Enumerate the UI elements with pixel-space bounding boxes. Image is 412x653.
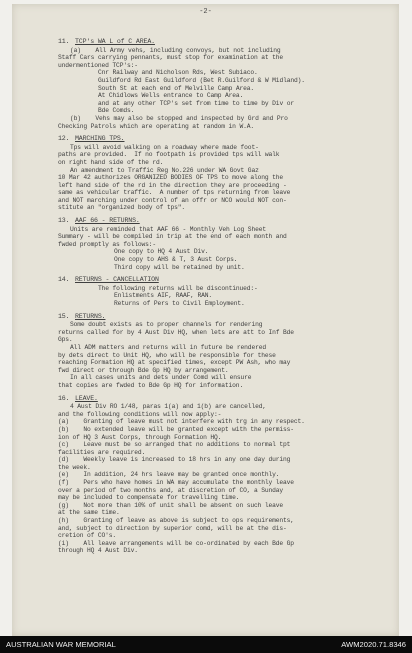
text-line: Checking Patrols which are operating at random in W.A. [58, 122, 254, 130]
text-line: (g) Not more than 10% of unit shall be absent on such leave [58, 501, 283, 509]
text-line: over a period of two months and, at discretion of CO, a Sunday [58, 486, 283, 494]
text-line: 4 Aust Div RO 1/48, paras 1(a) and 1(b) are cancelled, [70, 403, 266, 411]
text-line: through HQ 4 Aust Div. [58, 547, 138, 555]
accession-number: AWM2020.71.8346 [341, 640, 406, 649]
text-line: undermentioned TCP's:- [58, 61, 138, 69]
text-line: on right hand side of the rd. [58, 158, 164, 166]
text-line: by dets direct to Unit HQ, who will be responsible for these [58, 351, 276, 359]
section-number: 15. [58, 312, 70, 320]
text-line: The following returns will be discontinued:- [98, 284, 258, 292]
text-line: Cnr Railway and Nicholson Rds, West Subiaco. [98, 69, 258, 77]
text-line: ion of HQ 3 Aust Corps, through Formation HQ. [58, 433, 222, 441]
text-line: stitute an "organized body of tps". [58, 204, 186, 212]
text-line: Some doubt exists as to proper channels for rendering [70, 321, 263, 329]
text-line: fwded promptly as follows:- [58, 240, 156, 248]
text-line: (b) No extended leave will be granted except with the permiss- [58, 425, 294, 433]
section-heading [58, 395, 383, 403]
text-line: and, subject to direction by superior comd, will be at the dis- [58, 524, 287, 532]
text-line: An amendment to Traffic Reg No.226 under WA Govt Gaz [70, 166, 259, 174]
section-number: 16. [58, 394, 70, 402]
text-line: One copy to HQ 4 Aust Div. [114, 248, 209, 256]
text-line: All ADM matters and returns will in future be rendered [70, 343, 266, 351]
section-title: TCP's WA L of C AREA. [75, 38, 155, 45]
page-number: -2- [199, 8, 212, 16]
text-line: (d) Weekly leave is increased to 18 hrs in any one day during [58, 456, 291, 464]
text-line: returns called for by 4 Aust Div HQ, when lets are att to Inf Bde [58, 328, 294, 336]
text-line: Guildford Rd East Guildford (Bet R.Guilford & W Midland). [98, 76, 305, 84]
section-title: RETURNS - CANCELLATION [75, 276, 159, 284]
text-line: fwd direct or through Bde Gp HQ by arrangement. [58, 366, 229, 374]
text-line: Gps. [58, 336, 73, 344]
section-number: 11. [58, 38, 70, 45]
section-number: 14. [58, 276, 70, 284]
section-6 [58, 395, 383, 555]
section-number: 13. [58, 217, 70, 225]
text-line: reaching Formation HQ at specified times, except PW Ash, who may [58, 359, 291, 367]
archive-footer [0, 636, 412, 653]
section-heading [58, 135, 383, 143]
section-number: 12. [58, 135, 70, 143]
section-title: AAF 66 - RETURNS. [75, 217, 140, 225]
text-line: At Chidlows Wells entrance to Camp Area. [98, 92, 244, 100]
text-line: the week. [58, 463, 91, 471]
text-line: Bde Comds. [98, 107, 135, 115]
text-line: Staff Cars carrying pennants, must stop for examination at the [58, 54, 283, 62]
text-line: (a) Granting of leave must not interfere with trg in any respect. [58, 418, 305, 426]
section-4 [58, 276, 383, 307]
text-line: (c) Leave must be so arranged that no additions to normal tpt [58, 441, 291, 449]
text-line: facilities are required. [58, 448, 146, 456]
text-line: Summary - will be compiled in trip at the end of each month and [58, 233, 287, 241]
text-line: left hand side of the rd in the direction they are proceeding - [58, 181, 287, 189]
text-line: (a) All Army vehs, including convoys, but not including [70, 46, 281, 54]
section-heading [58, 276, 383, 284]
section-2 [58, 135, 383, 212]
section-title: RETURNS. [75, 312, 106, 320]
section-1 [58, 38, 383, 130]
section-heading [58, 313, 383, 321]
text-line: (e) In addition, 24 hrs leave may be granted once monthly. [58, 471, 280, 479]
text-line: and at any other TCP's set from time to time by Div or [98, 99, 294, 107]
section-title: LEAVE. [75, 394, 98, 402]
text-line: and the following conditions will now apply:- [58, 410, 222, 418]
text-line: may be included to compensate for travelling time. [58, 494, 240, 502]
text-line: (f) Pers who have homes in WA may accumulate the monthly leave [58, 479, 294, 487]
section-3 [58, 217, 383, 271]
document-body [58, 38, 383, 560]
text-line: (b) Vehs may also be stopped and inspected by Grd and Pro [70, 114, 288, 122]
institution-label: AUSTRALIAN WAR MEMORIAL [6, 640, 116, 649]
text-line: same as vehicular traffic. A number of tps returning from leave [58, 189, 291, 197]
text-line: One copy to AHS & T, 3 Aust Corps. [114, 256, 238, 264]
section-5 [58, 313, 383, 390]
text-line: Enlistments AIF, RAAF, RAN. [114, 292, 212, 300]
document-page [12, 4, 399, 636]
text-line: Returns of Pers to Civil Employment. [114, 300, 245, 307]
text-line: Units are reminded that AAF 66 - Monthly Veh Log Sheet [70, 225, 266, 233]
section-title: MARCHING TPS. [75, 135, 125, 143]
text-line: (i) All leave arrangements will be co-ordinated by each Bde Gp [58, 539, 294, 547]
text-line: at the same time. [58, 509, 120, 517]
text-line: cretion of CO's. [58, 532, 117, 540]
text-line: Tps will avoid walking on a roadway where made foot- [70, 143, 259, 151]
section-heading [58, 217, 383, 225]
text-line: that copies are fwded to Bde Gp HQ for information. [58, 381, 244, 389]
text-line: South St at each end of Melville Camp Area. [98, 84, 255, 92]
text-line: In all cases units and dets under Comd will ensure [70, 374, 252, 382]
text-line: (h) Granting of leave as above is subject to ops requirements, [58, 517, 294, 525]
text-line: paths are provided. If no footpath is provided tps will walk [58, 151, 280, 159]
text-line: and NOT marching under control of an offr or NCO would NOT con- [58, 196, 287, 204]
section-heading [58, 38, 383, 46]
text-line: Third copy will be retained by unit. [114, 263, 245, 271]
text-line: 10 Mar 42 authorizes ORGANIZED BODIES OF TPS to move along the [58, 174, 283, 182]
